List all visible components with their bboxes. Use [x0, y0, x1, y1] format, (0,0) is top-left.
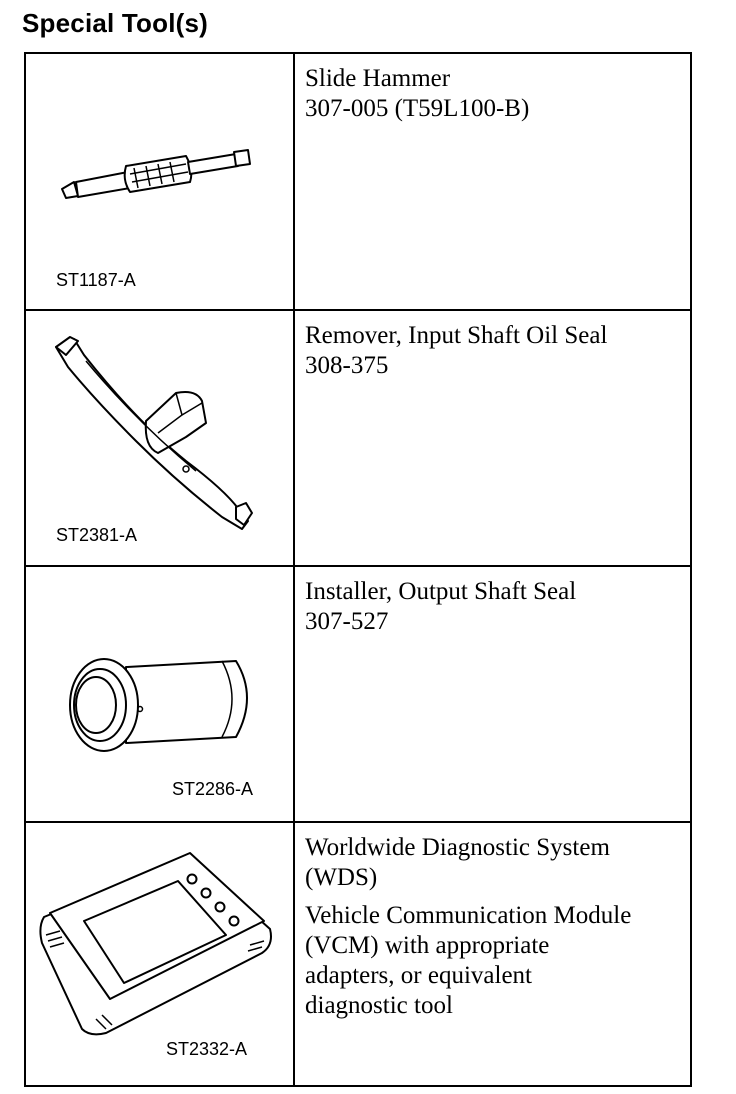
tool-row-slide-hammer: [26, 54, 690, 311]
tool-note-line: adapters, or equivalent: [305, 962, 532, 989]
tool-description: [305, 833, 684, 1021]
tool-description: [305, 577, 684, 637]
tool-row-seal-installer: [26, 567, 690, 823]
tool-number: 308-375: [305, 352, 389, 379]
tool-image-cell: [26, 567, 295, 821]
tool-name: Installer, Output Shaft Seal: [305, 578, 577, 605]
page-title: Special Tool(s): [22, 8, 208, 38]
tool-row-seal-remover: [26, 311, 690, 567]
diagnostic-module-icon: [26, 823, 293, 1083]
tool-image-cell: [26, 823, 295, 1085]
tool-number: (WDS): [305, 864, 378, 891]
tool-description: [305, 321, 684, 381]
tool-note-line: diagnostic tool: [305, 992, 453, 1019]
tool-code: ST2381-A: [56, 525, 138, 545]
tool-name: Worldwide Diagnostic System: [305, 834, 610, 861]
tool-number: 307-005 (T59L100-B): [305, 95, 530, 122]
special-tools-table: [24, 52, 692, 1087]
tool-notes: [305, 901, 684, 1021]
tool-row-diagnostic-system: [26, 823, 690, 1085]
tool-number: 307-527: [305, 608, 389, 635]
tool-name: Remover, Input Shaft Oil Seal: [305, 322, 608, 349]
tool-name: Slide Hammer: [305, 65, 451, 92]
tool-image-cell: [26, 54, 295, 309]
tool-note-line: (VCM) with appropriate: [305, 932, 550, 959]
tool-code: ST2286-A: [172, 779, 254, 799]
tool-image-cell: [26, 311, 295, 565]
tool-description: [305, 64, 684, 124]
tool-code: ST2332-A: [166, 1039, 248, 1059]
tool-code: ST1187-A: [56, 270, 136, 290]
tool-note-line: Vehicle Communication Module: [305, 902, 632, 929]
